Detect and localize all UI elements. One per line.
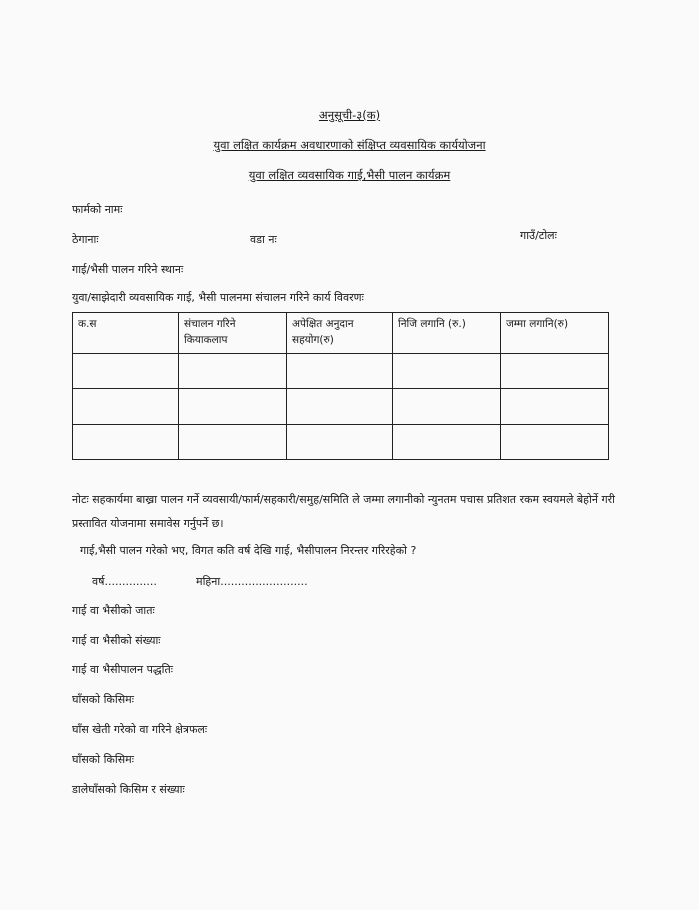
grass-type-label: घाँसको किसिमः xyxy=(72,693,134,706)
table-cell[interactable] xyxy=(501,424,609,460)
document-subtitle: युवा लक्षित व्यवसायिक गाई,भैसी पालन कार्यक्रम xyxy=(248,168,451,182)
table-cell[interactable] xyxy=(393,353,501,389)
table-cell[interactable] xyxy=(73,389,179,425)
activities-table xyxy=(72,312,609,460)
note-text: नोटः सहकार्यमा बाख्रा पालन गर्ने व्यवसायी/फार्म/सहकारी/समुह/समिति ले जम्मा लगानीको न्युनतम पचास प्रतिशत रकम स्वयमले बेहोर्ने गरी प्रस्तावित योजनामा समावेस गर्नुपर्ने छ। xyxy=(72,493,616,530)
table-cell[interactable] xyxy=(73,353,179,389)
question-since: गाई,भैसी पालन गरेको भए, विगत कति वर्ष देखि गाई, भैसीपालन निरन्तर गरिरहेको ? xyxy=(80,544,417,557)
header-activity: संचालन गरिने कियाकलाप xyxy=(179,313,287,354)
header-grant: अपेक्षित अनुदान सहयोग(रु) xyxy=(287,313,393,354)
year-field: वर्ष............... xyxy=(92,575,157,588)
table-row xyxy=(73,353,609,389)
farm-name-label: फार्मको नामः xyxy=(72,203,123,216)
table-cell[interactable] xyxy=(501,353,609,389)
table-cell[interactable] xyxy=(179,424,287,460)
grass-type-label-2: घाँसको किसिमः xyxy=(72,753,134,766)
table-row xyxy=(73,424,609,460)
header-sn: क.स xyxy=(73,313,179,354)
document-title: युवा लक्षित कार्यक्रम अवधारणाको संक्षिप्त व्यवसायिक कार्ययोजना xyxy=(213,138,486,152)
table-cell[interactable] xyxy=(393,389,501,425)
table-header-row xyxy=(73,313,609,354)
table-cell[interactable] xyxy=(287,389,393,425)
address-label: ठेगानाः xyxy=(72,233,99,246)
table-cell[interactable] xyxy=(287,353,393,389)
place-label: गाई/भैसी पालन गरिने स्थानः xyxy=(72,263,184,276)
table-cell[interactable] xyxy=(179,353,287,389)
header-total-investment: जम्मा लगानि(रु) xyxy=(501,313,609,354)
table-cell[interactable] xyxy=(501,389,609,425)
fodder-label: डालेघाँसको किसिम र संख्याः xyxy=(72,783,185,796)
breed-label: गाई वा भैसीको जातः xyxy=(72,604,155,617)
table-cell[interactable] xyxy=(287,424,393,460)
ward-label: वडा नः xyxy=(250,233,277,246)
header-private-investment: निजि लगानि (रु.) xyxy=(393,313,501,354)
count-label: गाई वा भैसीको संख्याः xyxy=(72,634,161,647)
table-row xyxy=(73,389,609,425)
table-cell[interactable] xyxy=(179,389,287,425)
month-field: महिना......................... xyxy=(196,575,308,588)
table-cell[interactable] xyxy=(393,424,501,460)
table-cell[interactable] xyxy=(73,424,179,460)
schedule-heading: अनुसूची-३(क) xyxy=(318,108,381,122)
method-label: गाई वा भैसीपालन पद्धतिः xyxy=(72,663,173,676)
village-label: गाउँ/टोलः xyxy=(520,229,557,242)
grass-area-label: घाँस खेती गरेको वा गरिने क्षेत्रफलः xyxy=(72,723,208,736)
activities-intro: युवा/साझेदारी व्यवसायिक गाई, भैसी पालनमा संचालन गरिने कार्य विवरणः xyxy=(72,291,364,304)
